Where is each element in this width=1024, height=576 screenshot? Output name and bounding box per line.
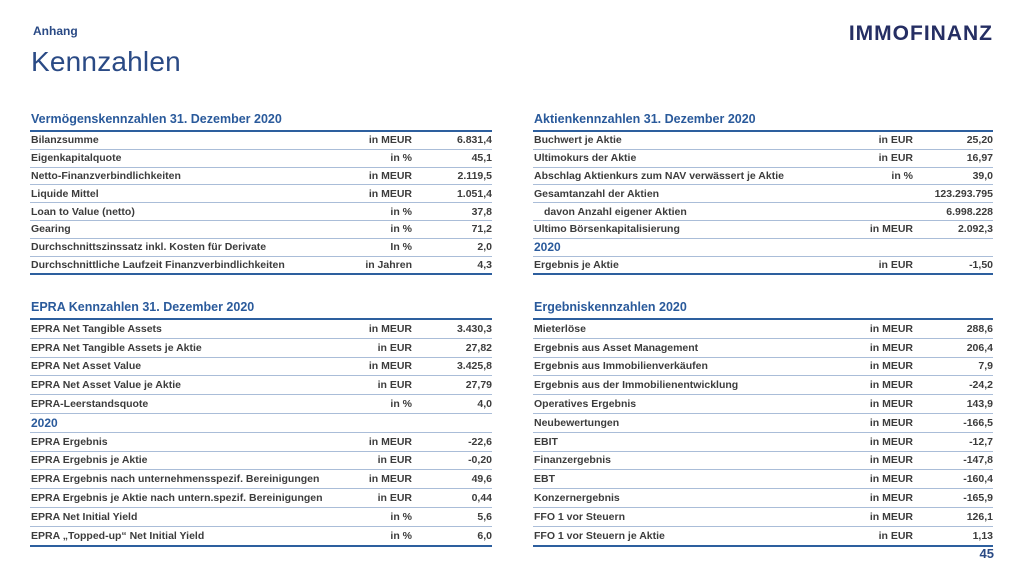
row-value: 1,13 (972, 529, 993, 542)
row-label: Bilanzsumme (31, 134, 99, 147)
table-title: EPRA Kennzahlen 31. Dezember 2020 (30, 300, 492, 320)
table-row (533, 414, 993, 433)
row-label: EPRA Net Asset Value je Aktie (31, 379, 181, 392)
row-value: -1,50 (969, 258, 993, 271)
row-value: 5,6 (477, 510, 492, 523)
row-value: -22,6 (468, 435, 492, 448)
row-unit: in EUR (878, 529, 913, 542)
row-label: Loan to Value (netto) (31, 205, 135, 218)
table-title: Aktienkennzahlen 31. Dezember 2020 (533, 112, 993, 132)
row-unit: in Jahren (365, 258, 412, 271)
table-epra-kennzahlen (30, 300, 492, 547)
row-value: 16,97 (966, 152, 993, 165)
row-unit: in MEUR (869, 473, 913, 486)
table-row (533, 132, 993, 150)
table-row (30, 339, 492, 358)
row-label: 2020 (534, 240, 561, 255)
table-row (533, 433, 993, 452)
row-label: EPRA Ergebnis (31, 435, 108, 448)
row-label: EBIT (534, 435, 558, 448)
row-label: EBT (534, 473, 555, 486)
table-row (533, 168, 993, 186)
table-row (30, 168, 492, 186)
row-label: Ultimokurs der Aktie (534, 152, 637, 165)
row-label: FFO 1 vor Steuern (534, 510, 626, 523)
row-label: Buchwert je Aktie (534, 134, 622, 147)
row-label: EPRA Net Asset Value (31, 360, 142, 373)
row-value: 45,1 (471, 152, 492, 165)
row-unit: in EUR (878, 134, 913, 147)
table-row (30, 150, 492, 168)
row-value: 123.293.795 (934, 187, 993, 200)
table-body (533, 132, 993, 275)
table-row (533, 376, 993, 395)
row-unit: in MEUR (869, 398, 913, 411)
row-unit: in MEUR (869, 223, 913, 236)
table-title: Ergebniskennzahlen 2020 (533, 300, 993, 320)
row-value: -165,9 (963, 492, 993, 505)
table-row (30, 185, 492, 203)
row-unit: in % (390, 398, 412, 411)
row-value: 126,1 (966, 510, 993, 523)
row-unit: in MEUR (869, 510, 913, 523)
row-unit: in MEUR (869, 360, 913, 373)
row-label: Finanzergebnis (534, 454, 612, 467)
table-vermoegenskennzahlen (30, 112, 492, 275)
table-body (30, 132, 492, 275)
row-label: Gearing (31, 223, 71, 236)
table-row (30, 395, 492, 414)
row-unit: in MEUR (368, 322, 412, 335)
row-value: 288,6 (966, 322, 993, 335)
row-label: EPRA Ergebnis nach unternehmensspezif. Bereinigungen (31, 473, 320, 486)
row-value: 2.092,3 (957, 223, 993, 236)
table-row (30, 376, 492, 395)
row-value: 7,9 (978, 360, 993, 373)
row-label: EPRA Ergebnis je Aktie nach untern.spezif. Bereinigungen (31, 492, 323, 505)
row-unit: in % (891, 169, 913, 182)
row-value: 3.425,8 (456, 360, 492, 373)
row-label: Abschlag Aktienkurs zum NAV verwässert je Aktie (534, 169, 784, 182)
row-value: 25,20 (966, 134, 993, 147)
row-value: 71,2 (471, 223, 492, 236)
row-value: -12,7 (969, 435, 993, 448)
row-unit: in % (390, 205, 412, 218)
table-row (533, 527, 993, 547)
row-unit: in MEUR (368, 187, 412, 200)
table-section-row (30, 414, 492, 433)
table-row (30, 470, 492, 489)
row-unit: in EUR (377, 341, 412, 354)
row-label: EPRA Ergebnis je Aktie (31, 454, 148, 467)
row-label: EPRA Net Tangible Assets je Aktie (31, 341, 202, 354)
table-body (30, 320, 492, 547)
page-title: Kennzahlen (31, 46, 181, 77)
row-value: 1.051,4 (456, 187, 492, 200)
page-number: 45 (979, 546, 994, 561)
row-value: 3.430,3 (456, 322, 492, 335)
row-value: 4,0 (477, 398, 492, 411)
row-label: Ergebnis aus der Immobilienentwicklung (534, 379, 739, 392)
row-label: davon Anzahl eigener Aktien (544, 205, 687, 218)
table-ergebniskennzahlen (533, 300, 993, 547)
row-label: EPRA „Topped-up“ Net Initial Yield (31, 529, 205, 542)
table-row (30, 239, 492, 257)
row-value: 27,79 (465, 379, 492, 392)
table-aktienkennzahlen (533, 112, 993, 275)
row-unit: in MEUR (869, 322, 913, 335)
row-unit: in MEUR (869, 435, 913, 448)
row-label: 2020 (31, 415, 58, 430)
table-row (533, 185, 993, 203)
row-value: 27,82 (465, 341, 492, 354)
table-row (30, 221, 492, 239)
row-value: 4,3 (477, 258, 492, 271)
table-section-row (533, 239, 993, 257)
row-value: 39,0 (972, 169, 993, 182)
row-value: 2,0 (477, 241, 492, 254)
row-label: Mieterlöse (534, 322, 586, 335)
table-row (533, 452, 993, 471)
row-value: 0,44 (471, 492, 492, 505)
table-row (533, 257, 993, 276)
row-value: 2.119,5 (457, 169, 492, 182)
row-value: 6,0 (477, 529, 492, 542)
row-unit: in MEUR (368, 473, 412, 486)
table-row (30, 527, 492, 547)
row-label: Gesamtanzahl der Aktien (534, 187, 660, 200)
row-unit: in % (390, 223, 412, 236)
row-unit: In % (390, 241, 412, 254)
row-unit: in MEUR (869, 341, 913, 354)
row-unit: in % (390, 152, 412, 165)
table-row (533, 489, 993, 508)
row-unit: in EUR (377, 379, 412, 392)
table-title: Vermögenskennzahlen 31. Dezember 2020 (30, 112, 492, 132)
table-row (533, 150, 993, 168)
row-value: 6.998.228 (946, 205, 993, 218)
row-label: FFO 1 vor Steuern je Aktie (534, 529, 665, 542)
row-label: Durchschnittliche Laufzeit Finanzverbindlichkeiten (31, 258, 285, 271)
table-body (533, 320, 993, 547)
row-value: 206,4 (966, 341, 993, 354)
row-label: Ergebnis aus Immobilienverkäufen (534, 360, 708, 373)
row-label: Eigenkapitalquote (31, 152, 122, 165)
row-value: 37,8 (471, 205, 492, 218)
table-row (30, 508, 492, 527)
row-value: -166,5 (963, 416, 993, 429)
row-unit: in % (390, 529, 412, 542)
table-row (30, 358, 492, 377)
row-label: EPRA Net Tangible Assets (31, 322, 162, 335)
row-label: Operatives Ergebnis (534, 398, 637, 411)
row-unit: in % (390, 510, 412, 523)
table-row (30, 320, 492, 339)
row-unit: in MEUR (368, 134, 412, 147)
row-unit: in MEUR (869, 492, 913, 505)
table-row (533, 508, 993, 527)
row-label: Ultimo Börsenkapitalisierung (534, 223, 680, 236)
row-unit: in MEUR (368, 169, 412, 182)
row-unit: in MEUR (869, 416, 913, 429)
table-row (533, 395, 993, 414)
row-value: -160,4 (963, 473, 993, 486)
row-unit: in MEUR (368, 435, 412, 448)
row-value: -0,20 (468, 454, 492, 467)
row-label: EPRA Net Initial Yield (31, 510, 138, 523)
row-unit: in EUR (377, 454, 412, 467)
row-unit: in EUR (377, 492, 412, 505)
row-unit: in EUR (878, 152, 913, 165)
row-label: Konzernergebnis (534, 492, 620, 505)
row-unit: in MEUR (869, 454, 913, 467)
table-row (30, 132, 492, 150)
table-row (30, 203, 492, 221)
table-row (533, 221, 993, 239)
row-label: Ergebnis je Aktie (534, 258, 619, 271)
table-row (533, 339, 993, 358)
table-row (30, 452, 492, 471)
row-unit: in MEUR (368, 360, 412, 373)
row-label: Neubewertungen (534, 416, 620, 429)
row-label: Ergebnis aus Asset Management (534, 341, 699, 354)
table-row (30, 257, 492, 276)
row-unit: in MEUR (869, 379, 913, 392)
row-label: EPRA-Leerstandsquote (31, 398, 149, 411)
immofinanz-logo: IMMOFINANZ (848, 22, 993, 45)
table-row (533, 470, 993, 489)
table-row (30, 433, 492, 452)
row-label: Durchschnittszinssatz inkl. Kosten für Derivate (31, 241, 267, 254)
table-row (533, 203, 993, 221)
row-value: 6.831,4 (456, 134, 492, 147)
row-label: Liquide Mittel (31, 187, 99, 200)
breadcrumb: Anhang (33, 24, 78, 38)
table-row (533, 358, 993, 377)
row-value: -147,8 (963, 454, 993, 467)
row-value: 49,6 (471, 473, 492, 486)
row-value: 143,9 (966, 398, 993, 411)
table-row (533, 320, 993, 339)
row-value: -24,2 (969, 379, 993, 392)
row-label: Netto-Finanzverbindlichkeiten (31, 169, 181, 182)
row-unit: in EUR (878, 258, 913, 271)
table-row (30, 489, 492, 508)
